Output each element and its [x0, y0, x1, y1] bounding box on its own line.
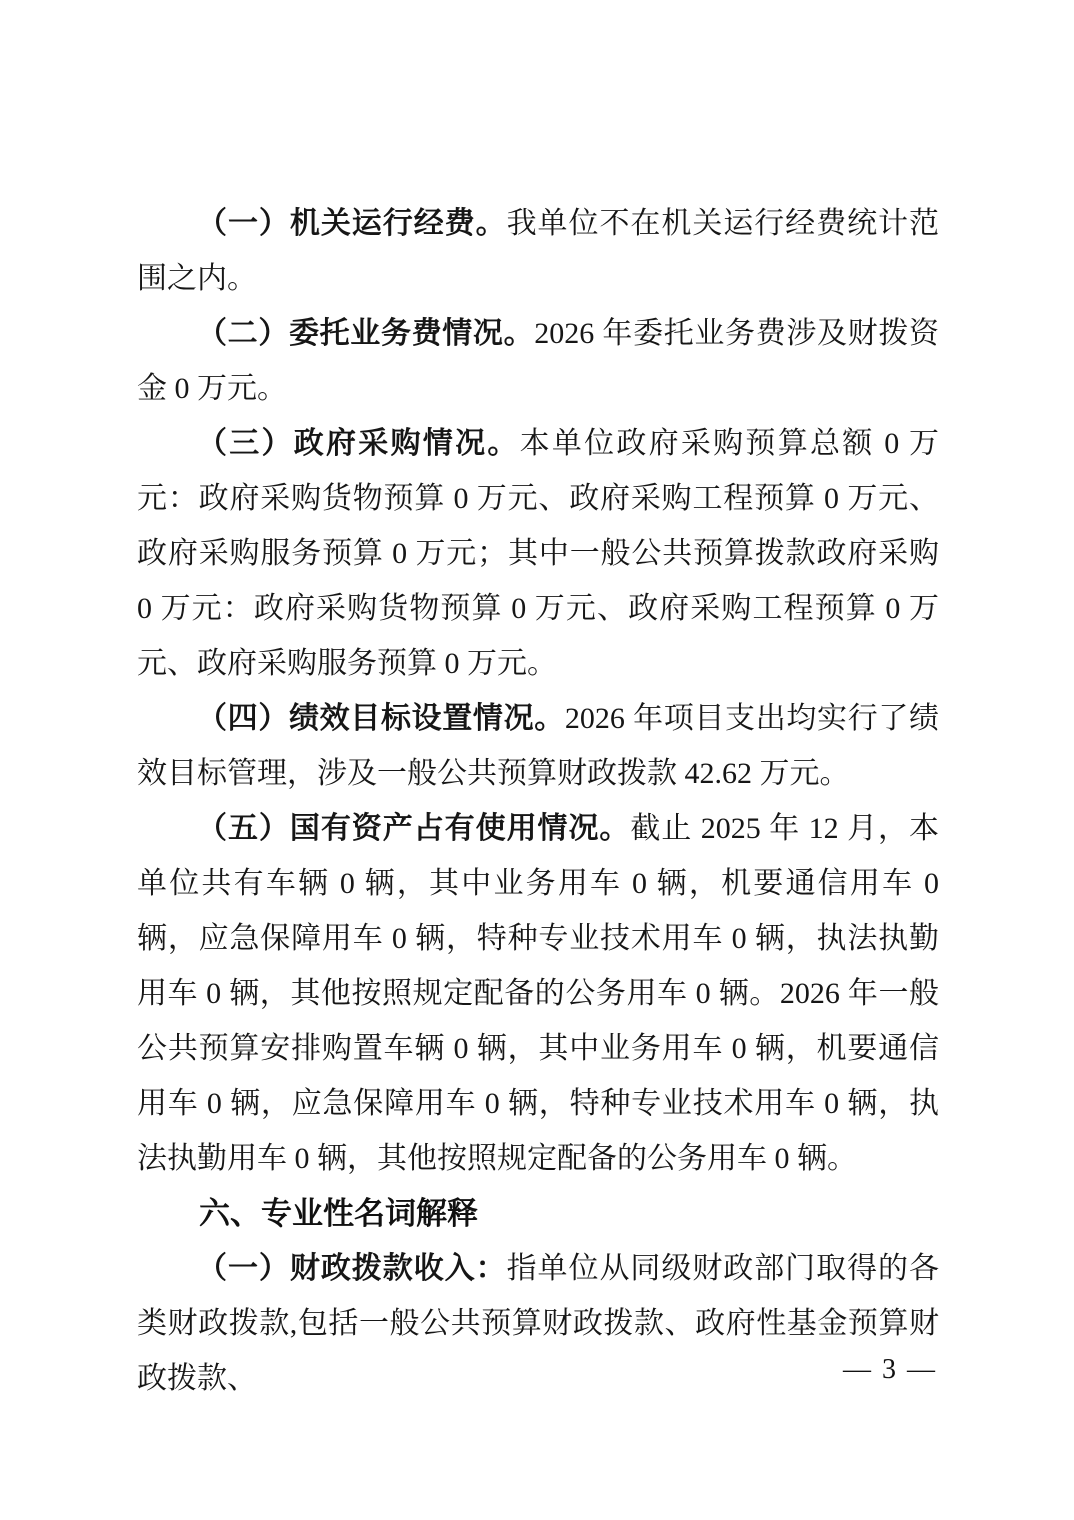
paragraph-lead: （一）机关运行经费。	[197, 207, 507, 240]
paragraph-text: 截止 2025 年 12 月，本单位共有车辆 0 辆，其中业务用车 0 辆，机要通信用车 0 辆，应急保障用车 0 辆，特种专业技术用车 0 辆，执法执勤用车 0 辆，其他按照规定配备的公务用车 0 辆。2026 年一般公共预算安排购置车辆 0 辆，其中业务用车 0 辆，机要通信用车 0 辆，应急保障用车 0 辆，特种专业技术用车 0 辆，执法执勤用车 0 辆，其他按照规定配备的公务用车 0 辆。	[137, 812, 940, 1175]
document-body	[137, 196, 939, 1406]
section-heading-glossary: 六、专业性名词解释	[199, 1196, 478, 1231]
paragraph-performance-targets	[137, 691, 939, 801]
paragraph-lead: （二）委托业务费情况。	[197, 317, 535, 350]
paragraph-lead: （四）绩效目标设置情况。	[197, 702, 565, 735]
paragraph-text: 本单位政府采购预算总额 0 万元：政府采购货物预算 0 万元、政府采购工程预算 0 万元、政府采购服务预算 0 万元；其中一般公共预算拨款政府采购 0 万元：政府采购货物预算 0 万元、政府采购工程预算 0 万元、政府采购服务预算 0 万元。	[137, 427, 940, 680]
paragraph-entrusted-business-fee	[137, 306, 939, 416]
page-number: — 3 —	[843, 1354, 937, 1385]
paragraph-lead: （五）国有资产占有使用情况。	[197, 812, 631, 845]
paragraph-state-owned-assets	[137, 801, 939, 1186]
paragraph-fiscal-appropriation-income	[137, 1241, 939, 1406]
paragraph-agency-operating-expense	[137, 196, 939, 306]
paragraph-text: 2026 年委托业务费涉及财拨资金 0 万元。	[137, 317, 939, 405]
paragraph-government-procurement	[137, 416, 939, 691]
paragraph-lead: （一）财政拨款收入：	[197, 1252, 507, 1285]
paragraph-text: 我单位不在机关运行经费统计范围之内。	[137, 207, 940, 295]
paragraph-text: 指单位从同级财政部门取得的各类财政拨款,包括一般公共预算财政拨款、政府性基金预算财政拨款、	[137, 1252, 940, 1395]
paragraph-text: 2026 年项目支出均实行了绩效目标管理，涉及一般公共预算财政拨款 42.62 万元。	[137, 702, 940, 790]
paragraph-lead: （三）政府采购情况。	[197, 427, 520, 460]
